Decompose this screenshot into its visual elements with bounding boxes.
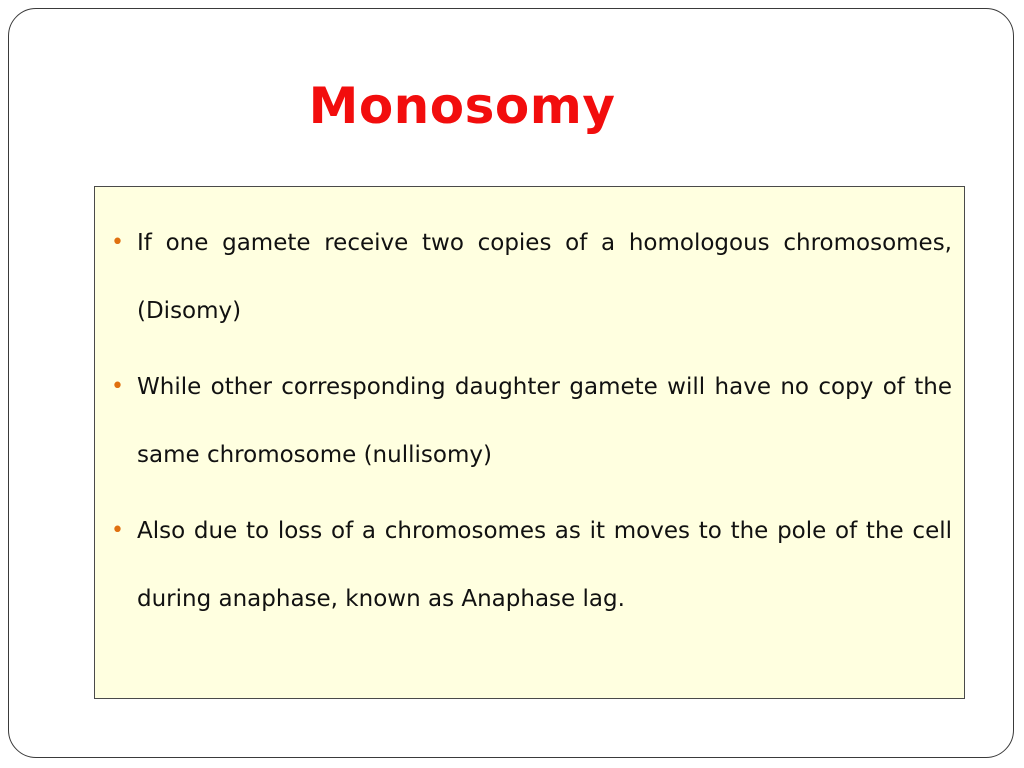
bullet-item-anaphase-lag: • Also due to loss of a chromosomes as it moves to the pole of the cell during anaphase, known as Anaphase lag. <box>109 497 952 633</box>
slide-title: Monosomy <box>308 77 616 135</box>
bullet-item-disomy: • If one gamete receive two copies of a homologous chromosomes, (Disomy) <box>109 209 952 345</box>
bullet-item-nullisomy: • While other corresponding daughter gamete will have no copy of the same chromosome (nullisomy) <box>109 353 952 489</box>
content-box <box>94 186 965 699</box>
bullet-list <box>109 209 952 633</box>
